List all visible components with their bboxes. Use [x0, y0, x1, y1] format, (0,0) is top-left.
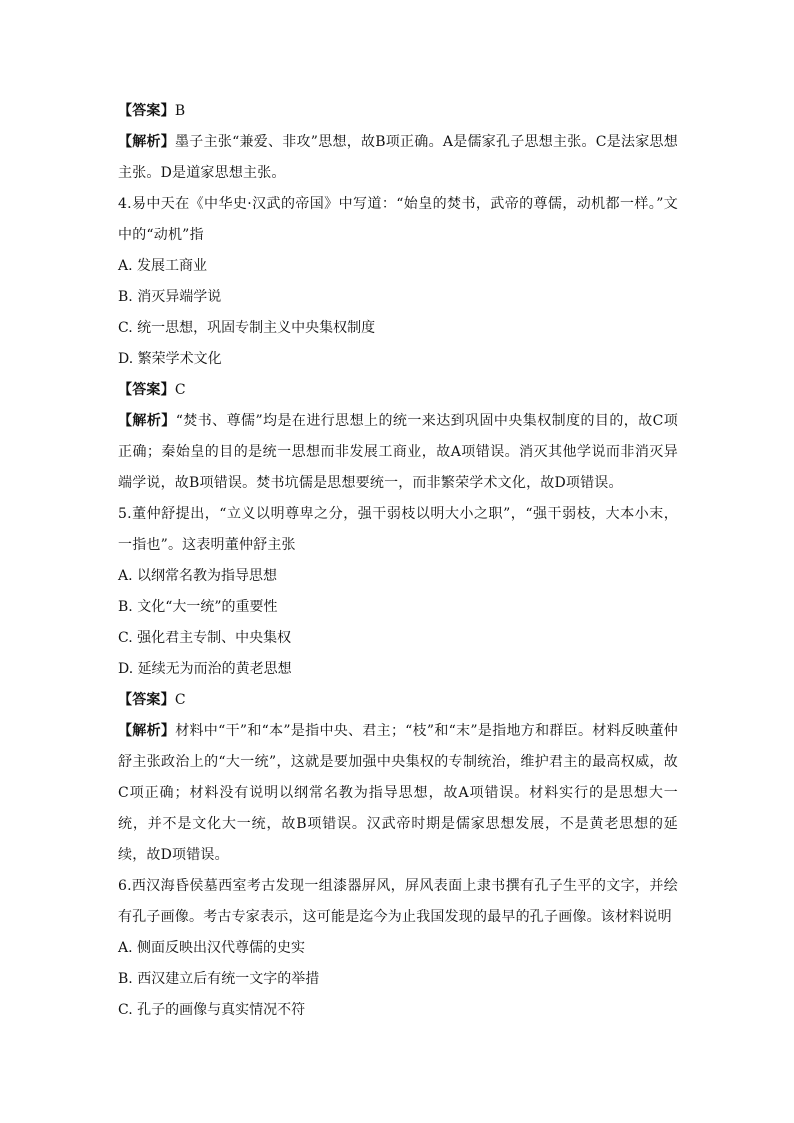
- q4-analysis: [118, 406, 678, 499]
- answer-label: 【答案】: [118, 692, 175, 708]
- q6-option-c: C. 孔子的画像与真实情况不符: [118, 1002, 306, 1018]
- q3-answer: [118, 96, 678, 127]
- q5-stem: 5.董仲舒提出，“立义以明尊卑之分，强干弱枝以明大小之职”，“强干弱枝，大本小末，一指也”。这表明董仲舒主张: [118, 506, 678, 553]
- q5-option-d: D. 延续无为而治的黄老思想: [118, 661, 292, 677]
- q3-analysis: [118, 127, 678, 189]
- analysis-label: 【解析】: [118, 413, 176, 429]
- q5-option-b: B. 文化“大一统”的重要性: [118, 599, 278, 615]
- q4-option-b: B. 消灭异端学说: [118, 289, 222, 305]
- q6-option-b: B. 西汉建立后有统一文字的举措: [118, 971, 320, 987]
- q4-answer-value: C: [174, 382, 186, 398]
- document-page: [118, 96, 678, 1026]
- q3-answer-value: B: [174, 103, 186, 119]
- q4-option-c: C. 统一思想，巩固专制主义中央集权制度: [118, 320, 376, 336]
- q4-answer: [118, 375, 678, 406]
- analysis-label: 【解析】: [118, 134, 176, 150]
- q4-stem: 4.易中天在《中华史·汉武的帝国》中写道：“始皇的焚书，武帝的尊儒，动机都一样。”文中的“动机”指: [118, 196, 678, 243]
- q5-analysis-text: 材料中“干”和“本”是指中央、君主；“枝”和“末”是指地方和群臣。材料反映董仲舒主张政治上的“大一统”，这就是要加强中央集权的专制统治，维护君主的最高权威，故C项正确；材料没有说明以纲常名教为指导思想，故A项错误。材料实行的是思想大一统，并不是文化大一统，故B项错误。汉武帝时期是儒家思想发展，不是黄老思想的延续，故D项错误。: [118, 723, 678, 863]
- q5-option-a: A. 以纲常名教为指导思想: [118, 568, 278, 584]
- q5-answer-value: C: [174, 692, 186, 708]
- q5-option-c: C. 强化君主专制、中央集权: [118, 630, 292, 646]
- q4-analysis-text: “焚书、尊儒”均是在进行思想上的统一来达到巩固中央集权制度的目的，故C项正确；秦始皇的目的是统一思想而非发展工商业，故A项错误。消灭其他学说而非消灭异端学说，故B项错误。焚书坑儒是思想要统一，而非繁荣学术文化，故D项错误。: [118, 413, 678, 491]
- q6-option-a: A. 侧面反映出汉代尊儒的史实: [118, 940, 306, 956]
- q5-analysis: [118, 716, 678, 871]
- answer-label: 【答案】: [118, 103, 175, 119]
- q3-analysis-text: 墨子主张“兼爱、非攻”思想，故B项正确。A是儒家孔子思想主张。C是法家思想主张。D是道家思想主张。: [118, 134, 678, 181]
- q4-option-d: D. 繁荣学术文化: [118, 351, 222, 367]
- q5-answer: [118, 685, 678, 716]
- q6-stem: 6.西汉海昏侯墓西室考古发现一组漆器屏风，屏风表面上隶书撰有孔子生平的文字，并绘有孔子画像。考古专家表示，这可能是迄今为止我国发现的最早的孔子画像。该材料说明: [118, 878, 678, 925]
- answer-label: 【答案】: [118, 382, 175, 398]
- analysis-label: 【解析】: [118, 723, 176, 739]
- q4-option-a: A. 发展工商业: [118, 258, 208, 274]
